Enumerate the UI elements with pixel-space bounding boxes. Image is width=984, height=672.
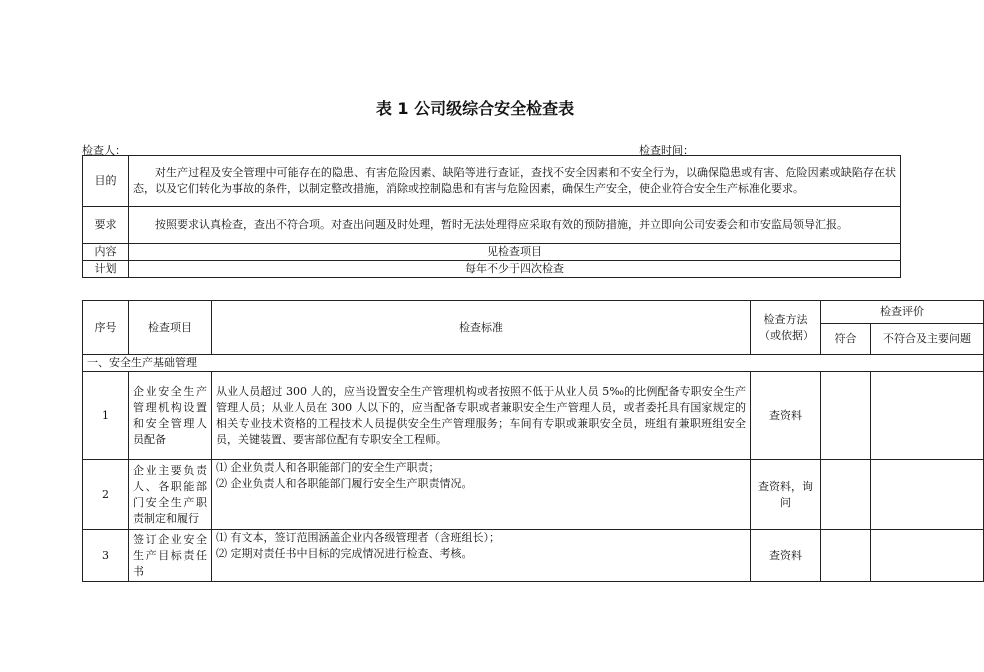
table-row bbox=[83, 530, 984, 582]
purpose-row bbox=[83, 156, 901, 207]
table-row bbox=[83, 460, 984, 530]
standard-line: ⑴ 企业负责人和各职能部门的安全生产职责； bbox=[216, 461, 440, 474]
row-method: 查资料 bbox=[751, 372, 821, 460]
table-row bbox=[83, 372, 984, 460]
standard-line: ⑴ 有文本，签订范围涵盖企业内各级管理者（含班组长）； bbox=[216, 531, 500, 544]
info-table bbox=[82, 155, 901, 278]
row-conform-cell bbox=[821, 530, 871, 582]
row-standard: 从业人员超过 300 人的，应当设置安全生产管理机构或者按照不低于从业人员 5‰的比例配备专职安全生产管理人员；从业人员在 300 人以下的，应当配备专职或者兼职安全生产管理人员，或者委托具有国家规定的相关专业技术资格的工程技术人员提供安全生产管理服务；车间有专职或兼职安全员，班组有兼职班组安全员，关键装置、要害部位配有专职安全工程师。 bbox=[212, 372, 751, 460]
row-no: 3 bbox=[83, 530, 129, 582]
row-nonconform-cell bbox=[871, 372, 984, 460]
requirement-label: 要求 bbox=[83, 207, 129, 244]
row-conform-cell bbox=[821, 460, 871, 530]
row-standard bbox=[212, 530, 751, 582]
row-nonconform-cell bbox=[871, 530, 984, 582]
plan-row bbox=[83, 261, 901, 278]
row-method: 查资料，询问 bbox=[751, 460, 821, 530]
header-nonconform: 不符合及主要问题 bbox=[871, 324, 984, 355]
standard-line: ⑵ 定期对责任书中目标的完成情况进行检查、考核。 bbox=[216, 547, 473, 560]
content-row bbox=[83, 244, 901, 261]
inspection-time-label: 检查时间： bbox=[639, 144, 694, 157]
row-standard bbox=[212, 460, 751, 530]
row-method: 查资料 bbox=[751, 530, 821, 582]
header-conform: 符合 bbox=[821, 324, 871, 355]
inspection-table bbox=[82, 300, 984, 582]
header-method: 检查方法（或依据） bbox=[751, 301, 821, 355]
row-nonconform-cell bbox=[871, 460, 984, 530]
header-evaluation: 检查评价 bbox=[821, 301, 984, 324]
header-row-1 bbox=[83, 301, 984, 324]
standard-line: ⑵ 企业负责人和各职能部门履行安全生产职责情况。 bbox=[216, 477, 473, 490]
plan-text: 每年不少于四次检查 bbox=[129, 261, 901, 278]
purpose-label: 目的 bbox=[83, 156, 129, 207]
requirement-text: 按照要求认真检查，查出不符合项。对查出问题及时处理，暂时无法处理得应采取有效的预防措施，并立即向公司安委会和市安监局领导汇报。 bbox=[129, 207, 901, 244]
content-text: 见检查项目 bbox=[129, 244, 901, 261]
section-row bbox=[83, 355, 984, 372]
row-no: 2 bbox=[83, 460, 129, 530]
header-no: 序号 bbox=[83, 301, 129, 355]
section-title: 一、安全生产基础管理 bbox=[83, 355, 984, 372]
content-label: 内容 bbox=[83, 244, 129, 261]
inspector-label: 检查人： bbox=[82, 144, 126, 157]
page-title: 表 1 公司级综合安全检查表 bbox=[375, 99, 575, 118]
header-standard: 检查标准 bbox=[212, 301, 751, 355]
purpose-text: 对生产过程及安全管理中可能存在的隐患、有害危险因素、缺陷等进行查证，查找不安全因素和不安全行为，以确保隐患或有害、危险因素或缺陷存在状态，以及它们转化为事故的条件，以制定整改措施，消除或控制隐患和有害与危险因素，确保生产安全，使企业符合安全生产标准化要求。 bbox=[129, 156, 901, 207]
requirement-row bbox=[83, 207, 901, 244]
row-conform-cell bbox=[821, 372, 871, 460]
header-item: 检查项目 bbox=[129, 301, 212, 355]
row-item: 企业主要负责人、各职能部门安全生产职责制定和履行 bbox=[129, 460, 212, 530]
row-item: 企业安全生产管理机构设置和安全管理人员配备 bbox=[129, 372, 212, 460]
row-no: 1 bbox=[83, 372, 129, 460]
row-item: 签订企业安全生产目标责任书 bbox=[129, 530, 212, 582]
plan-label: 计划 bbox=[83, 261, 129, 278]
